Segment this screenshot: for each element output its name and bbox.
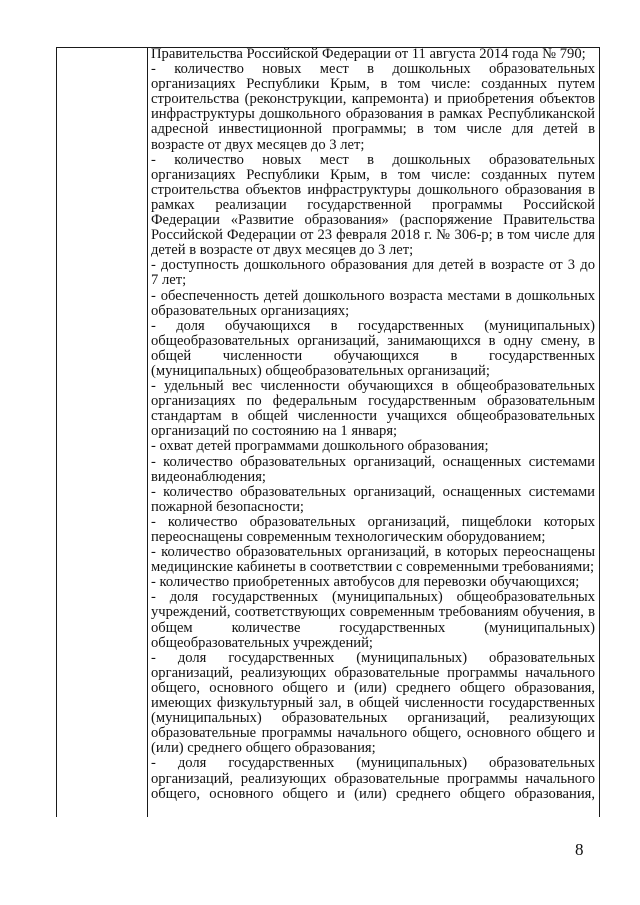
document-line: общего, основного общего и (или) среднего общего образования, (151, 679, 595, 696)
document-line: - количество приобретенных автобусов для перевозки обучающихся; (151, 574, 580, 591)
document-line: - доля государственных (муниципальных) образовательных (151, 649, 595, 666)
document-line: организациях Республики Крым, в том числе: созданных путем (151, 166, 595, 183)
document-line: видеонаблюдения; (151, 468, 266, 485)
document-line: общеобразовательных организаций, занимающихся в одну смену, в (151, 332, 595, 349)
document-line: Правительства Российской Федерации от 11 августа 2014 года № 790; (151, 46, 586, 62)
document-line: общей численности обучающихся в государственных (151, 347, 595, 364)
document-line: - количество образовательных организаций, пищеблоки которых (151, 513, 595, 530)
document-line: образовательных организациях; (151, 302, 350, 319)
page-number: 8 (575, 840, 584, 859)
document-line: - обеспеченность детей дошкольного возраста местами в дошкольных (151, 287, 595, 304)
document-line: (муниципальных) общеобразовательных организаций; (151, 362, 490, 379)
document-line: медицинские кабинеты в соответствии с современными требованиями; (151, 559, 595, 576)
document-line: учреждений, соответствующих современным требованиям обучения, в (151, 604, 595, 621)
document-line: - количество образовательных организаций, в которых переоснащены (151, 544, 595, 561)
document-line: организациях по федеральным государственным образовательным (151, 393, 595, 410)
document-line: организациях Республики Крым, в том числе: созданных путем (151, 76, 595, 93)
document-line: - количество образовательных организаций, оснащенных системами (151, 453, 595, 470)
document-line: - количество новых мест в дошкольных образовательных (151, 151, 595, 168)
document-line: общеобразовательных учреждений; (151, 634, 373, 651)
document-line: переоснащены современным технологическим оборудованием; (151, 529, 546, 545)
document-line: организаций, реализующих образовательные программы начального (151, 664, 595, 681)
document-line: стандартам в общей численности учащихся общеобразовательных (151, 408, 595, 425)
document-line: организаций по состоянию на 1 января; (151, 423, 398, 440)
document-line: общем количестве государственных (муниципальных) (151, 619, 595, 636)
document-line: общего, основного общего и (или) среднего общего образования, (151, 785, 595, 802)
document-line: - удельный вес численности обучающихся в общеобразовательных (151, 378, 595, 395)
document-line: строительства (реконструкции, капремонта) и приобретения объектов (151, 91, 595, 108)
document-line: пожарной безопасности; (151, 498, 304, 515)
document-line: имеющих физкультурный зал, в общей численности государственных (151, 695, 595, 712)
document-line: рамках реализации государственной программы Российской (151, 196, 595, 213)
table-right-border (599, 47, 600, 817)
document-line: - доступность дошкольного образования для детей в возрасте от 3 до (151, 257, 595, 274)
document-line: (муниципальных) образовательных организаций, реализующих (151, 710, 595, 727)
document-line: строительства объектов инфраструктуры дошкольного образования в (151, 181, 595, 198)
document-line: детей в возрасте от двух месяцев до 3 лет; (151, 242, 414, 259)
document-line: - доля государственных (муниципальных) общеобразовательных (151, 589, 595, 606)
document-line: - доля государственных (муниципальных) образовательных (151, 755, 595, 772)
document-line: Российской Федерации от 23 февраля 2018 г. № 306-р; в том числе для (151, 227, 595, 244)
document-line: Федерации «Развитие образования» (распоряжение Правительства (151, 212, 595, 229)
document-line: 7 лет; (151, 272, 187, 289)
document-line: образовательные программы начального общего, основного общего и (151, 725, 595, 742)
document-line: организаций, реализующих образовательные программы начального (151, 770, 595, 787)
table-left-border (56, 47, 57, 817)
document-line: - количество новых мест в дошкольных образовательных (151, 61, 595, 78)
document-line: - доля обучающихся в государственных (муниципальных) (151, 317, 595, 334)
document-line: - количество образовательных организаций, оснащенных системами (151, 483, 595, 500)
document-line: инфраструктуры дошкольного образования в рамках Республиканской (151, 106, 595, 123)
document-line: возрасте от двух месяцев до 3 лет; (151, 136, 365, 153)
table-middle-border (147, 47, 148, 817)
document-line: - охват детей программами дошкольного образования; (151, 438, 489, 455)
document-line: адресной инвестиционной программы; в том числе для детей в (151, 121, 595, 138)
indicator-list-cell (151, 47, 595, 802)
document-line: (или) среднего общего образования; (151, 740, 376, 757)
